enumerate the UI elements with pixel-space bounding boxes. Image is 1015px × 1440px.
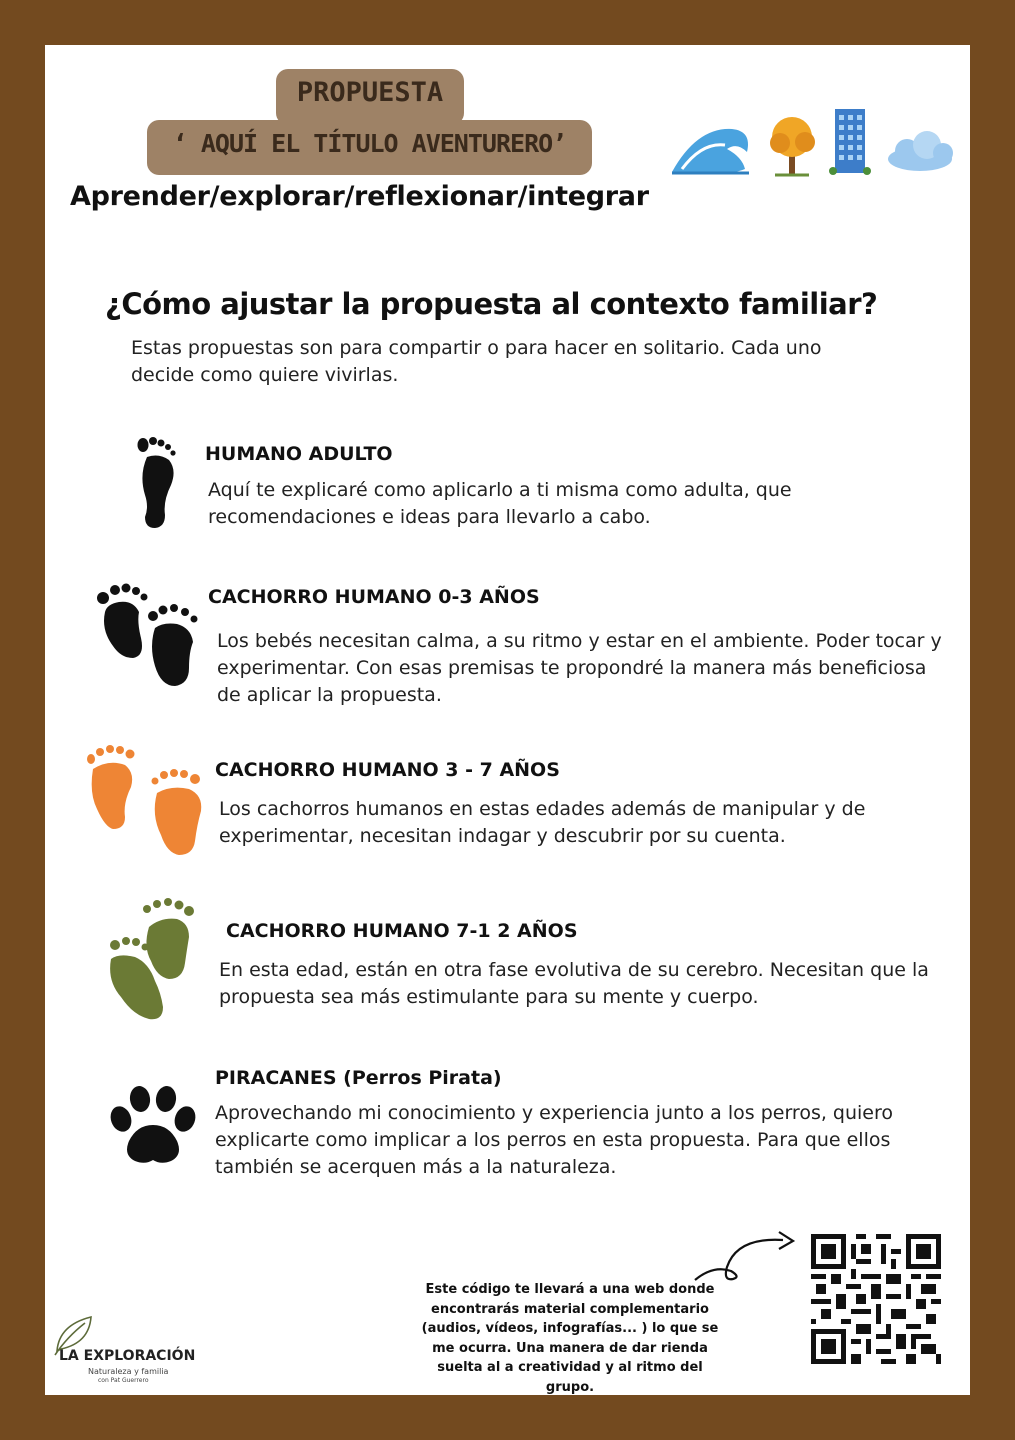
header-icons: [667, 107, 957, 182]
subtitle: Aprender/explorar/reflexionar/integrar: [70, 181, 649, 212]
logo-name: LA EXPLORACIÓN: [59, 1348, 196, 1364]
curved-arrow-icon: [693, 1225, 798, 1285]
section-title-adult: HUMANO ADULTO: [205, 443, 393, 465]
tree-icon: [770, 117, 815, 175]
section-body-adult: Aquí te explicaré como aplicarlo a ti misma como adulta, que recomendaciones e ideas para llevarlo a cabo.: [208, 479, 792, 528]
green-footprints-icon: [107, 897, 197, 1022]
building-icon: [829, 109, 871, 175]
cloud-icon: [888, 131, 953, 171]
logo-tagline: Naturaleza y familia: [88, 1367, 169, 1376]
orange-footprints-icon: [85, 743, 210, 858]
section-body-dogs: Aprovechando mi conocimiento y experiencia junto a los perros, quiero explicarte como implicar a los perros en esta propuesta. Para que ellos también se acerquen más a la naturaleza.: [215, 1102, 894, 1178]
wave-icon: [672, 129, 749, 174]
section-title-child: CACHORRO HUMANO 3 - 7 AÑOS: [215, 759, 560, 781]
section-body-preteen: En esta edad, están en otra fase evolutiva de su cerebro. Necesitan que la propuesta sea más estimulante para su mente y cuerpo.: [219, 959, 929, 1008]
paw-print-icon: [107, 1085, 199, 1167]
main-heading: ¿Cómo ajustar la propuesta al contexto familiar?: [105, 287, 878, 321]
section-title-preteen: CACHORRO HUMANO 7-1 2 AÑOS: [226, 920, 578, 942]
section-title-dogs: PIRACANES (Perros Pirata): [215, 1067, 502, 1089]
qr-code-icon[interactable]: [811, 1234, 941, 1364]
section-title-baby: CACHORRO HUMANO 0-3 AÑOS: [208, 586, 540, 608]
qr-description: Este código te llevará a una web donde encontrarás material complementario (audios, vídeos, infografías... ) lo que se me ocurra. Una manera de dar rienda suelta al a creatividad y al ritmo del grupo.: [421, 1282, 719, 1395]
logo-author: con Pat Guerrero: [98, 1377, 149, 1384]
intro-text: Estas propuestas son para compartir o para hacer en solitario. Cada uno decide como quiere vivirlas.: [131, 337, 822, 386]
section-body-baby: Los bebés necesitan calma, a su ritmo y estar en el ambiente. Poder tocar y experimentar. Con esas premisas te propondré la manera más beneficiosa de aplicar la propuesta.: [217, 630, 942, 706]
banner-title: ‘ AQUÍ EL TÍTULO AVENTURERO’: [172, 129, 567, 158]
section-body-child: Los cachorros humanos en estas edades además de manipular y de experimentar, necesitan indagar y descubrir por su cuenta.: [219, 798, 866, 847]
poster-page: [45, 45, 970, 1395]
baby-footprints-icon: [93, 582, 203, 692]
adult-footprint-icon: [133, 435, 181, 530]
banner-label: PROPUESTA: [296, 77, 444, 108]
